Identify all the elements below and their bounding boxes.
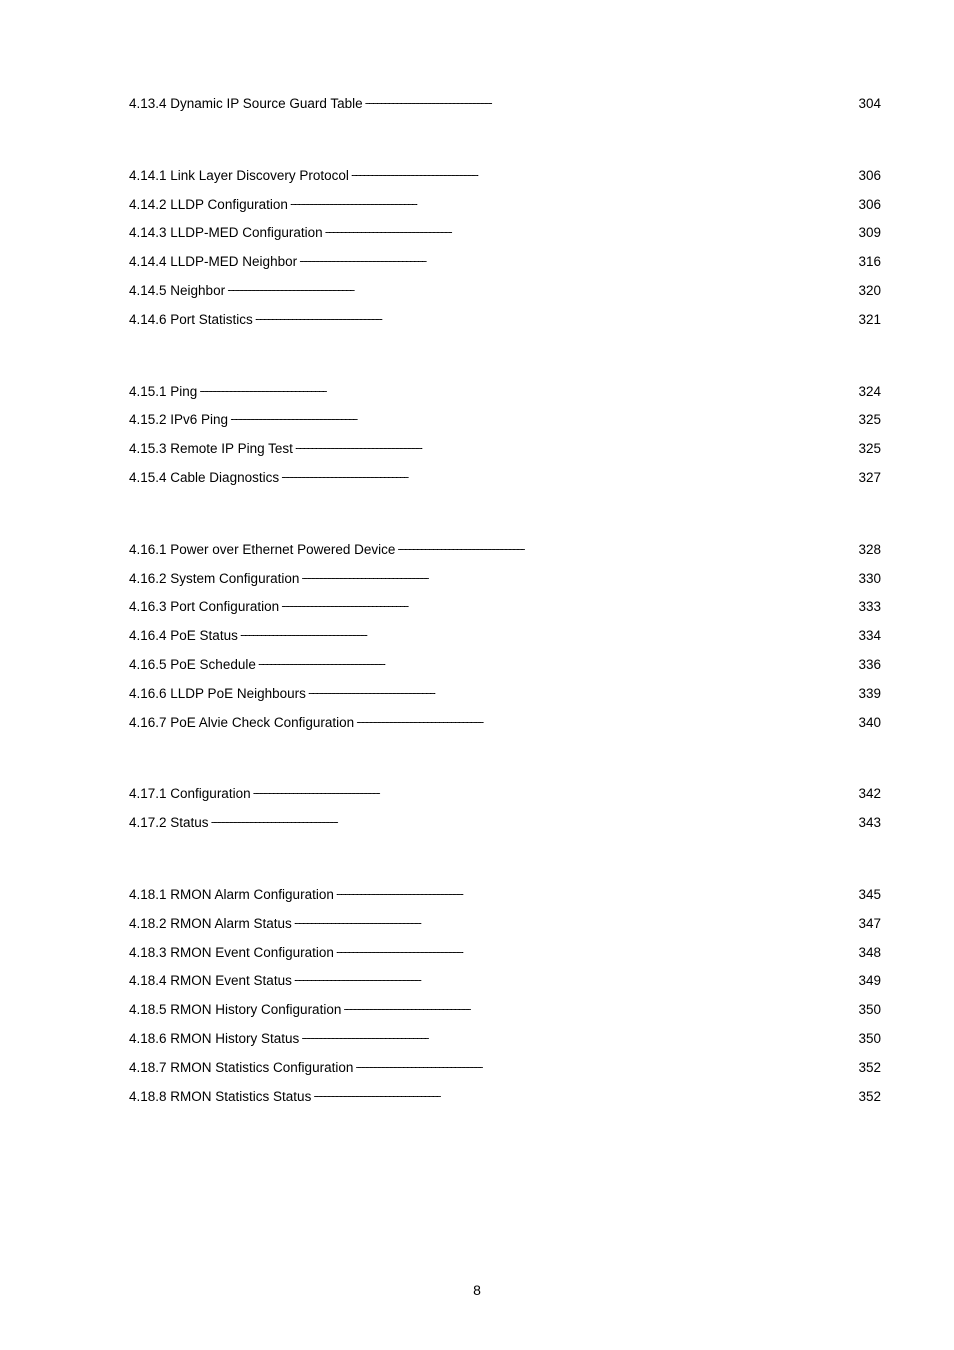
toc-entry-title: 4.15.4 Cable Diagnostics	[129, 469, 280, 485]
toc-entry-title: 4.15.1 Ping	[129, 383, 198, 399]
dot-leader	[365, 94, 858, 108]
toc-entry[interactable]	[129, 381, 881, 410]
toc-entry-page-number: 309	[858, 225, 881, 241]
toc-entry[interactable]	[129, 280, 881, 309]
toc-entry-page-number: 348	[858, 944, 881, 960]
toc-section	[129, 93, 881, 122]
dot-leader	[294, 971, 858, 985]
toc-entry-title: 4.17.2 Status	[129, 815, 209, 831]
toc-entry[interactable]	[129, 1057, 881, 1086]
toc-entry[interactable]	[129, 194, 881, 223]
toc-entry-title: 4.18.8 RMON Statistics Status	[129, 1088, 312, 1104]
toc-entry-page-number: 336	[858, 656, 881, 672]
toc-entry-title: 4.15.3 Remote IP Ping Test	[129, 441, 293, 457]
toc-entry-title: 4.13.4 Dynamic IP Source Guard Table	[129, 96, 363, 111]
toc-entry[interactable]	[129, 596, 881, 625]
toc-entry-title: 4.16.5 PoE Schedule	[129, 656, 256, 672]
toc-entry[interactable]	[129, 1086, 881, 1115]
toc-entry-title: 4.14.4 LLDP-MED Neighbor	[129, 254, 298, 270]
toc-entry[interactable]	[129, 309, 881, 338]
toc-entry[interactable]	[129, 251, 881, 280]
toc-entry[interactable]	[129, 93, 881, 122]
toc-entry-page-number: 352	[858, 1088, 881, 1104]
toc-entry-title: 4.14.5 Neighbor	[129, 282, 226, 298]
toc-entry[interactable]	[129, 467, 881, 496]
toc-entry-page-number: 342	[858, 786, 881, 802]
toc-entry-page-number: 327	[858, 469, 881, 485]
toc-section	[129, 165, 881, 338]
dot-leader	[355, 1058, 857, 1072]
toc-entry-page-number: 339	[858, 685, 881, 701]
toc-entry[interactable]	[129, 783, 881, 812]
dot-leader	[299, 252, 857, 266]
toc-entry-title: 4.18.2 RMON Alarm Status	[129, 915, 292, 931]
toc-entry-title: 4.17.1 Configuration	[129, 786, 251, 802]
toc-entry-page-number: 324	[858, 383, 881, 399]
toc-entry-title: 4.16.2 System Configuration	[129, 570, 300, 586]
toc-entry-title: 4.14.2 LLDP Configuration	[129, 196, 288, 212]
dot-leader	[253, 784, 858, 798]
toc-entry-page-number: 316	[858, 254, 881, 270]
toc-entry-page-number: 306	[858, 196, 881, 212]
dot-leader	[211, 813, 858, 827]
toc-entry-page-number: 333	[858, 599, 881, 615]
dot-leader	[301, 1029, 857, 1043]
toc-entry-page-number: 306	[858, 167, 881, 183]
toc-entry[interactable]	[129, 539, 881, 568]
toc-entry[interactable]	[129, 712, 881, 741]
toc-section	[129, 884, 881, 1114]
toc-entry[interactable]	[129, 165, 881, 194]
toc-entry-page-number: 350	[858, 1002, 881, 1018]
toc-entry[interactable]	[129, 683, 881, 712]
dot-leader	[281, 468, 857, 482]
toc-entry[interactable]	[129, 999, 881, 1028]
dot-leader	[313, 1087, 857, 1101]
toc-entry[interactable]	[129, 913, 881, 942]
dot-leader	[336, 885, 858, 899]
dot-leader	[255, 310, 858, 324]
dot-leader	[397, 540, 857, 554]
toc-entry-page-number: 345	[858, 886, 881, 902]
toc-entry-title: 4.18.5 RMON History Configuration	[129, 1002, 342, 1018]
toc-entry-title: 4.16.6 LLDP PoE Neighbours	[129, 685, 306, 701]
page-number: 8	[473, 1282, 481, 1298]
toc-entry-page-number: 347	[858, 915, 881, 931]
dot-leader	[240, 626, 858, 640]
dot-leader	[336, 943, 858, 957]
dot-leader	[308, 684, 858, 698]
toc-entry-page-number: 340	[858, 714, 881, 730]
dot-leader	[281, 597, 857, 611]
toc-section	[129, 783, 881, 841]
dot-leader	[343, 1000, 857, 1014]
toc-entry-title: 4.16.3 Port Configuration	[129, 599, 280, 615]
toc-entry-title: 4.16.1 Power over Ethernet Powered Device	[129, 541, 396, 557]
toc-entry-page-number: 304	[858, 96, 881, 111]
toc-section	[129, 381, 881, 496]
toc-entry[interactable]	[129, 1028, 881, 1057]
toc-entry-page-number: 328	[858, 541, 881, 557]
toc-entry-title: 4.18.6 RMON History Status	[129, 1030, 300, 1046]
dot-leader	[290, 195, 858, 209]
toc-entry-page-number: 349	[858, 973, 881, 989]
dot-leader	[230, 410, 857, 424]
toc-entry-title: 4.16.7 PoE Alvie Check Configuration	[129, 714, 355, 730]
toc-entry-title: 4.15.2 IPv6 Ping	[129, 412, 229, 428]
toc-entry-page-number: 343	[858, 815, 881, 831]
toc-entry-title: 4.18.4 RMON Event Status	[129, 973, 292, 989]
dot-leader	[301, 569, 857, 583]
toc-entry[interactable]	[129, 942, 881, 971]
dot-leader	[351, 166, 858, 180]
toc-entry-page-number: 352	[858, 1059, 881, 1075]
dot-leader	[295, 439, 858, 453]
toc-entry-title: 4.14.6 Port Statistics	[129, 311, 253, 327]
toc-entry-page-number: 325	[858, 412, 881, 428]
toc-entry-page-number: 320	[858, 282, 881, 298]
dot-leader	[199, 382, 857, 396]
toc-entry[interactable]	[129, 812, 881, 841]
toc-entry[interactable]	[129, 438, 881, 467]
dot-leader	[227, 281, 857, 295]
toc-entry[interactable]	[129, 884, 881, 913]
toc-entry-title: 4.14.1 Link Layer Discovery Protocol	[129, 167, 349, 183]
toc-entry[interactable]	[129, 222, 881, 251]
toc-entry[interactable]	[129, 970, 881, 999]
toc-entry-page-number: 350	[858, 1030, 881, 1046]
toc-entry-page-number: 325	[858, 441, 881, 457]
toc-entry[interactable]	[129, 625, 881, 654]
toc-entry-title: 4.16.4 PoE Status	[129, 628, 238, 644]
toc-entry-title: 4.18.1 RMON Alarm Configuration	[129, 886, 334, 902]
toc-entry[interactable]	[129, 654, 881, 683]
toc-section	[129, 539, 881, 741]
table-of-contents	[129, 93, 881, 1114]
toc-entry-page-number: 330	[858, 570, 881, 586]
toc-entry[interactable]	[129, 409, 881, 438]
dot-leader	[294, 914, 858, 928]
toc-entry[interactable]	[129, 568, 881, 597]
dot-leader	[258, 655, 858, 669]
dot-leader	[356, 713, 857, 727]
toc-entry-page-number: 321	[858, 311, 881, 327]
toc-entry-title: 4.14.3 LLDP-MED Configuration	[129, 225, 323, 241]
dot-leader	[325, 223, 858, 237]
toc-entry-title: 4.18.7 RMON Statistics Configuration	[129, 1059, 354, 1075]
toc-entry-title: 4.18.3 RMON Event Configuration	[129, 944, 334, 960]
toc-entry-page-number: 334	[858, 628, 881, 644]
